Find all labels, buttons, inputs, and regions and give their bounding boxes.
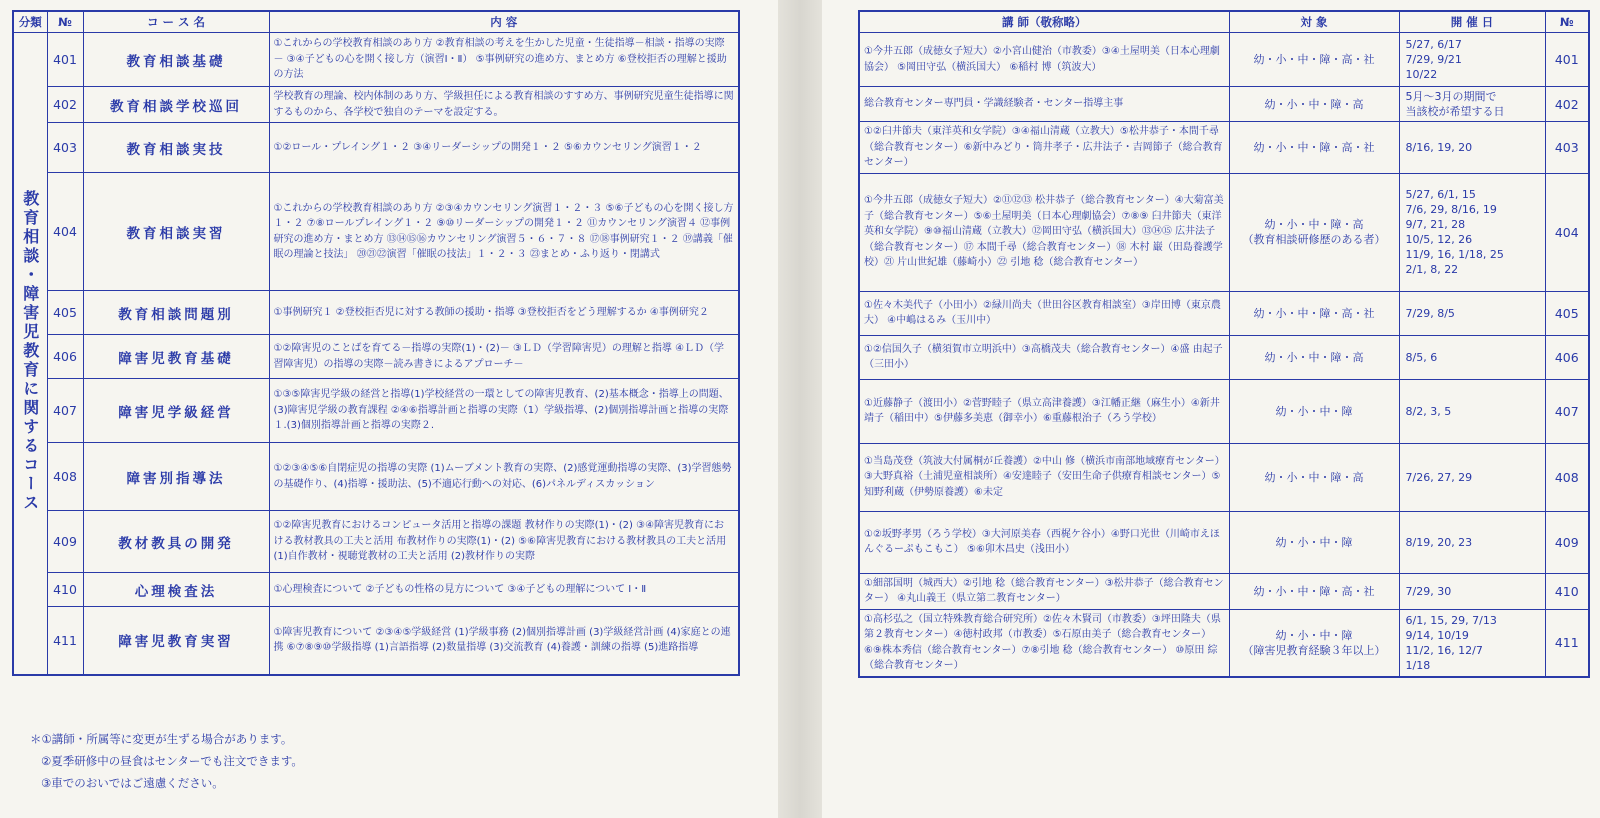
course-number-right: 402 bbox=[1545, 87, 1589, 122]
course-row bbox=[13, 607, 739, 675]
instructors: ①高杉弘之（国立特殊教育総合研究所）②佐々木賢司（市教委）③坪田隆夫（県第２教育センター）④徳村政邦（市教委）⑤石原由美子（総合教育センター） ⑥⑨株本秀信（総合教育センター）⑦⑧引地 稔（総合教育センター） ⑩原田 綜（総合教育センター） bbox=[859, 609, 1229, 677]
schedule-row bbox=[859, 511, 1589, 573]
course-number-right: 409 bbox=[1545, 511, 1589, 573]
instructors: ①佐々木美代子（小田小）②緑川尚夫（世田谷区教育相談室）③岸田博（東京農大） ④中嶋はるみ（玉川中） bbox=[859, 291, 1229, 335]
instructors: ①今井五郎（成徳女子短大）②小宮山健治（市教委）③④土屋明美（日本心理劇協会） ⑤岡田守弘（横浜国大） ⑥稲村 博（筑波大） bbox=[859, 33, 1229, 87]
category-label: 教育相談・障害児教育に関するコース bbox=[20, 189, 40, 513]
right-table-body bbox=[859, 33, 1589, 678]
course-number: 408 bbox=[47, 443, 83, 511]
course-number: 402 bbox=[47, 87, 83, 123]
course-number: 403 bbox=[47, 123, 83, 173]
course-content: ①心理検査について ②子どもの性格の見方について ③④子どもの理解について Ⅰ・Ⅱ bbox=[269, 573, 739, 607]
course-name: 障害児教育基礎 bbox=[83, 335, 269, 379]
note-2: ②夏季研修中の昼食はセンターでも注文できます。 bbox=[41, 754, 303, 768]
course-number: 404 bbox=[47, 173, 83, 291]
course-number-right: 403 bbox=[1545, 122, 1589, 174]
course-number-right: 407 bbox=[1545, 379, 1589, 443]
course-number: 410 bbox=[47, 573, 83, 607]
course-name: 教育相談学校巡回 bbox=[83, 87, 269, 123]
course-content: ①②ロール・プレイング１・２ ③④リーダーシップの開発１・２ ⑤⑥カウンセリング演習１・２ bbox=[269, 123, 739, 173]
course-number: 409 bbox=[47, 511, 83, 573]
course-row bbox=[13, 33, 739, 87]
instructors: ①近藤静子（渡田小）②菅野睦子（県立高津養護）③江幡正継（麻生小）④新井靖子（稲田中）⑤伊藤多美恵（御幸小）⑥重藤根治子（ろう学校） bbox=[859, 379, 1229, 443]
course-content: ①②障害児のことばを育てる－指導の実際(1)・(2)－ ③ＬＤ（学習障害児）の理解と指導 ④ＬＤ（学習障害児）の指導の実際－読み書きによるアプローチ－ bbox=[269, 335, 739, 379]
instructors: ①②坂野孝男（ろう学校）③大河原美春（西梶ケ谷小）④野口光世（川崎市えほんぐるーぷもこもこ） ⑤⑥卯木昌史（浅田小） bbox=[859, 511, 1229, 573]
course-content: ①これからの学校教育相談のあり方 ②教育相談の考えを生かした児童・生徒指導－相談・指導の実際－ ③④子どもの心を開く接し方（演習Ⅰ・Ⅱ） ⑤事例研究の進め方、まとめ方 ⑥登校拒否の理解と援助の方法 bbox=[269, 33, 739, 87]
right-header-row bbox=[859, 11, 1589, 33]
header-no: № bbox=[47, 11, 83, 33]
course-content: ①③⑤障害児学級の経営と指導(1)学校経営の一環としての障害児教育、(2)基本概念・指導上の問題、(3)障害児学級の教育課程 ②④⑥指導計画と指導の実際（1）学級指導、(2)個別指導計画と指導の実際１.(3)個別指導計画と指導の実際２. bbox=[269, 379, 739, 443]
page-gutter bbox=[778, 0, 822, 818]
left-header-row bbox=[13, 11, 739, 33]
target-audience: 幼・小・中・障・高・社 bbox=[1229, 573, 1399, 609]
course-name: 心理検査法 bbox=[83, 573, 269, 607]
course-row bbox=[13, 291, 739, 335]
course-row bbox=[13, 123, 739, 173]
target-audience: 幼・小・中・障・高 （教育相談研修歴のある者） bbox=[1229, 173, 1399, 291]
session-dates: 5月～3月の期間で 当該校が希望する日 bbox=[1399, 87, 1545, 122]
instructors: ①当島茂登（筑波大付属桐が丘養護）②中山 修（横浜市南部地域療育センター）③大野真裕（土浦児童相談所）④安達睦子（安田生命子供療育相談センター）⑤知野利蔵（伊勢原養護）⑥未定 bbox=[859, 443, 1229, 511]
header-course-name: コ ー ス 名 bbox=[83, 11, 269, 33]
note-1: ＊①講師・所属等に変更が生ずる場合があります。 bbox=[30, 732, 293, 746]
course-number-right: 406 bbox=[1545, 335, 1589, 379]
instructors: 総合教育センター専門員・学識経験者・センター指導主事 bbox=[859, 87, 1229, 122]
course-number-right: 408 bbox=[1545, 443, 1589, 511]
target-audience: 幼・小・中・障・高 bbox=[1229, 87, 1399, 122]
course-content: ①事例研究１ ②登校拒否児に対する教師の援助・指導 ③登校拒否をどう理解するか ④事例研究２ bbox=[269, 291, 739, 335]
instructors: ①今井五郎（成徳女子短大）②⑪⑫⑬ 松井恭子（総合教育センター）④大菊富美子（総合教育センター）⑤⑥土屋明美（日本心理劇協会）⑦⑧⑨ 臼井節夫（東洋英和女学院）⑨⑩福山清蔵（立教大）⑫岡田守弘（横浜国大）⑬⑭⑮ 広井法子（総合教育センター）⑰ 本間千尋（総合教育センター）⑱ 木村 巌（田島養護学校）㉑ 片山世紀雄（藤崎小）㉒ 引地 稔（総合教育センター） bbox=[859, 173, 1229, 291]
course-row bbox=[13, 379, 739, 443]
header-no-right: № bbox=[1545, 11, 1589, 33]
session-dates: 8/19, 20, 23 bbox=[1399, 511, 1545, 573]
course-name: 教育相談基礎 bbox=[83, 33, 269, 87]
course-number: 407 bbox=[47, 379, 83, 443]
schedule-row bbox=[859, 443, 1589, 511]
course-number-right: 411 bbox=[1545, 609, 1589, 677]
course-row bbox=[13, 443, 739, 511]
instructors: ①②臼井節夫（東洋英和女学院）③④福山清蔵（立教大）⑤松井恭子・本間千尋（総合教育センター）⑥新中みどり・筒井孝子・広井法子・吉岡節子（総合教育センター） bbox=[859, 122, 1229, 174]
schedule-row bbox=[859, 573, 1589, 609]
target-audience: 幼・小・中・障・高・社 bbox=[1229, 291, 1399, 335]
course-content-table bbox=[12, 10, 740, 676]
notes-section bbox=[30, 728, 303, 794]
course-number: 406 bbox=[47, 335, 83, 379]
target-audience: 幼・小・中・障 bbox=[1229, 511, 1399, 573]
left-table-body bbox=[13, 33, 739, 675]
session-dates: 8/2, 3, 5 bbox=[1399, 379, 1545, 443]
course-name: 障害児教育実習 bbox=[83, 607, 269, 675]
course-name: 教育相談問題別 bbox=[83, 291, 269, 335]
course-row bbox=[13, 511, 739, 573]
course-number-right: 405 bbox=[1545, 291, 1589, 335]
course-content: ①②障害児教育におけるコンピュータ活用と指導の課題 教材作りの実際(1)・(2) ③④障害児教育における教材教具の工夫と活用 布教材作りの実際(1)・(2) ⑤⑥障害児教育における教材教具の工夫と活用 (1)自作教材・視聴覚教材の工夫と活用 (2)教材作りの実際 bbox=[269, 511, 739, 573]
instructors: ①②信国久子（横須賀市立明浜中）③高橋茂夫（総合教育センター）④盛 由起子（三田小） bbox=[859, 335, 1229, 379]
course-name: 教育相談実技 bbox=[83, 123, 269, 173]
session-dates: 5/27, 6/17 7/29, 9/21 10/22 bbox=[1399, 33, 1545, 87]
course-content: ①②③④⑤⑥自閉症児の指導の実際 (1)ムーブメント教育の実際、(2)感覚運動指導の実際、(3)学習態勢の基礎作り、(4)指導・援助法、(5)不適応行動への対応、(6)パネルディスカッション bbox=[269, 443, 739, 511]
header-dates: 開 催 日 bbox=[1399, 11, 1545, 33]
course-row bbox=[13, 87, 739, 123]
course-number: 405 bbox=[47, 291, 83, 335]
course-name: 障害別指導法 bbox=[83, 443, 269, 511]
session-dates: 7/26, 27, 29 bbox=[1399, 443, 1545, 511]
course-number-right: 401 bbox=[1545, 33, 1589, 87]
header-content: 内 容 bbox=[269, 11, 739, 33]
schedule-row bbox=[859, 87, 1589, 122]
note-3: ③車でのおいではご遠慮ください。 bbox=[41, 776, 224, 790]
schedule-row bbox=[859, 33, 1589, 87]
session-dates: 5/27, 6/1, 15 7/6, 29, 8/16, 19 9/7, 21, 28 10/5, 12, 26 11/9, 16, 1/18, 25 2/1, 8, 22 bbox=[1399, 173, 1545, 291]
course-row bbox=[13, 335, 739, 379]
course-content: 学校教育の理論、校内体制のあり方、学級担任による教育相談のすすめ方、事例研究児童生徒指導に関するものから、各学校で独自のテーマを設定する。 bbox=[269, 87, 739, 123]
course-name: 教材教具の開発 bbox=[83, 511, 269, 573]
course-schedule-table bbox=[858, 10, 1590, 678]
session-dates: 8/5, 6 bbox=[1399, 335, 1545, 379]
session-dates: 7/29, 8/5 bbox=[1399, 291, 1545, 335]
target-audience: 幼・小・中・障・高 bbox=[1229, 443, 1399, 511]
category-cell bbox=[13, 33, 47, 675]
header-category: 分類 bbox=[13, 11, 47, 33]
schedule-row bbox=[859, 335, 1589, 379]
course-content: ①これからの学校教育相談のあり方 ②③④カウンセリング演習１・２・３ ⑤⑥子どもの心を開く接し方１・２ ⑦⑧ロールプレイング１・２ ⑨⑩リーダーシップの開発１・２ ⑪カウンセリング演習４ ⑫事例研究の進め方・まとめ方 ⑬⑭⑮⑯カウンセリング演習５・６・７・８ ⑰⑱事例研究１・２ ⑲講義「催眠の理論と技法」 ⑳㉑㉒演習「催眠の技法」１・２・３ ㉓まとめ・ふり返り・閉講式 bbox=[269, 173, 739, 291]
target-audience: 幼・小・中・障 （障害児教育経験３年以上） bbox=[1229, 609, 1399, 677]
header-target: 対 象 bbox=[1229, 11, 1399, 33]
session-dates: 8/16, 19, 20 bbox=[1399, 122, 1545, 174]
schedule-row bbox=[859, 173, 1589, 291]
schedule-row bbox=[859, 122, 1589, 174]
course-content: ①障害児教育について ②③④⑤学級経営 (1)学級事務 (2)個別指導計画 (3)学級経営計画 (4)家庭との連携 ⑥⑦⑧⑨⑩学級指導 (1)言語指導 (2)数量指導 (3)交流教育 (4)養護・訓練の指導 (5)進路指導 bbox=[269, 607, 739, 675]
course-number: 411 bbox=[47, 607, 83, 675]
course-row bbox=[13, 573, 739, 607]
session-dates: 6/1, 15, 29, 7/13 9/14, 10/19 11/2, 16, 12/7 1/18 bbox=[1399, 609, 1545, 677]
course-number-right: 404 bbox=[1545, 173, 1589, 291]
schedule-row bbox=[859, 291, 1589, 335]
schedule-row bbox=[859, 609, 1589, 677]
target-audience: 幼・小・中・障・高 bbox=[1229, 335, 1399, 379]
course-row bbox=[13, 173, 739, 291]
target-audience: 幼・小・中・障・高・社 bbox=[1229, 33, 1399, 87]
target-audience: 幼・小・中・障 bbox=[1229, 379, 1399, 443]
course-name: 障害児学級経営 bbox=[83, 379, 269, 443]
course-name: 教育相談実習 bbox=[83, 173, 269, 291]
course-number-right: 410 bbox=[1545, 573, 1589, 609]
instructors: ①細部国明（城西大）②引地 稔（総合教育センター）③松井恭子（総合教育センター） ④丸山義王（県立第二教育センター） bbox=[859, 573, 1229, 609]
course-number: 401 bbox=[47, 33, 83, 87]
schedule-row bbox=[859, 379, 1589, 443]
header-instructor: 講 師（敬称略） bbox=[859, 11, 1229, 33]
target-audience: 幼・小・中・障・高・社 bbox=[1229, 122, 1399, 174]
session-dates: 7/29, 30 bbox=[1399, 573, 1545, 609]
